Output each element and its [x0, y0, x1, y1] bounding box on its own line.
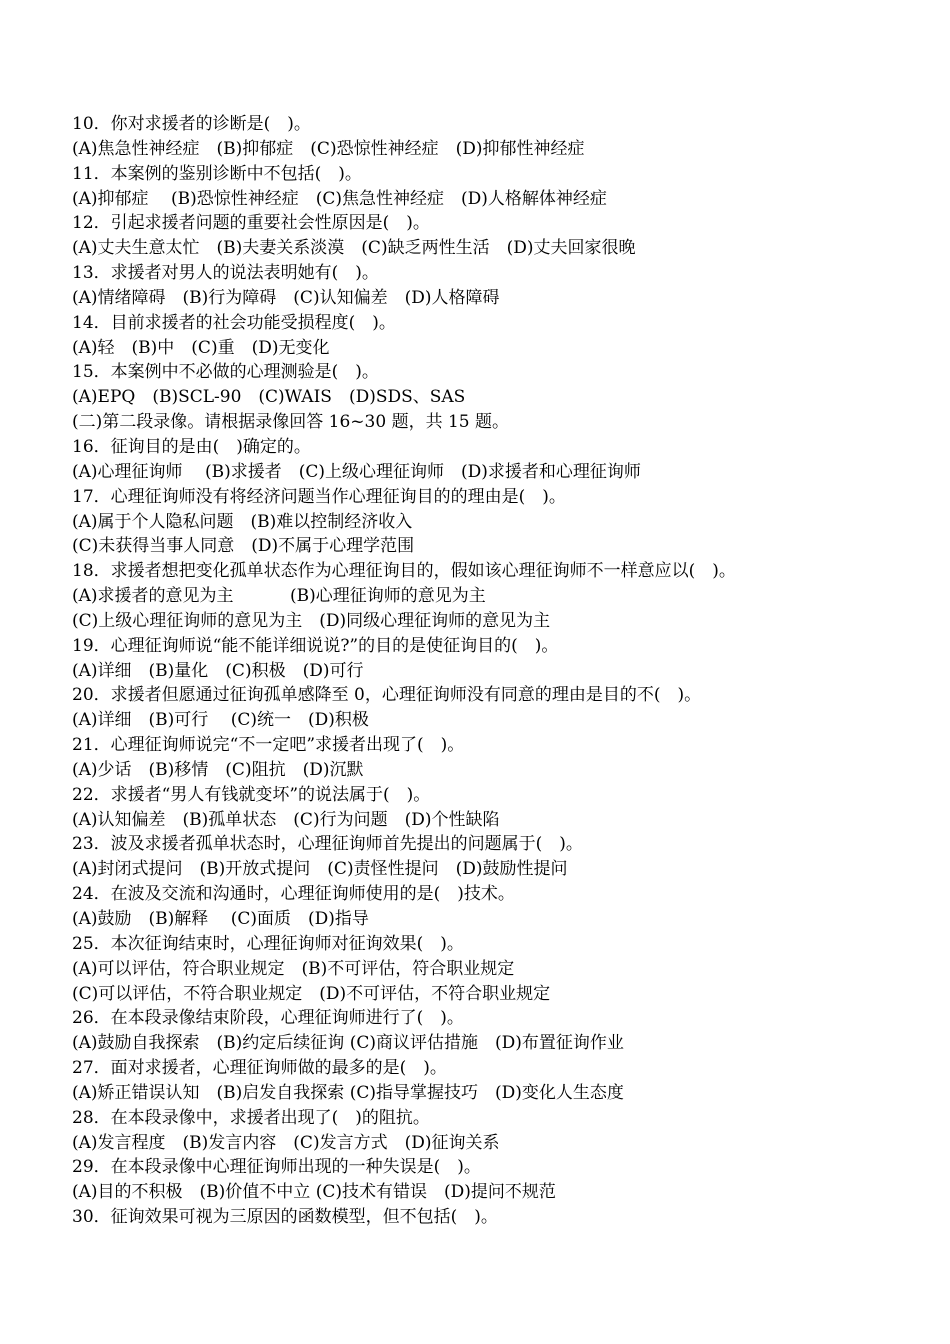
- question-24: 24．在波及交流和沟通时，心理征询师使用的是( )技术。: [72, 884, 515, 905]
- question-17: 17．心理征询师没有将经济问题当作心理征询目的的理由是( )。: [72, 486, 566, 507]
- question-18: 18．求援者想把变化孤单状态作为心理征询目的，假如该心理征询师不一样意应以( )。: [72, 561, 736, 582]
- options-23: (A)封闭式提问 (B)开放式提问 (C)责怪性提问 (D)鼓励性提问: [72, 859, 568, 880]
- options-16: (A)心理征询师 (B)求援者 (C)上级心理征询师 (D)求援者和心理征询师: [72, 461, 641, 482]
- question-25: 25．本次征询结束时，心理征询师对征询效果( )。: [72, 933, 464, 954]
- options-26: (A)鼓励自我探索 (B)约定后续征询 (C)商议评估措施 (D)布置征询作业: [72, 1033, 624, 1054]
- question-10: 10．你对求援者的诊断是( )。: [72, 114, 311, 134]
- question-14: 14．目前求援者的社会功能受损程度( )。: [72, 312, 396, 333]
- options-24: (A)鼓励 (B)解释 (C)面质 (D)指导: [72, 909, 369, 929]
- section-heading: (二)第二段录像。请根据录像回答 16~30 题，共 15 题。: [72, 412, 510, 433]
- question-13: 13．求援者对男人的说法表明她有( )。: [72, 263, 379, 284]
- options-19: (A)详细 (B)量化 (C)积极 (D)可行: [72, 660, 364, 681]
- question-16: 16．征询目的是由( )确定的。: [72, 436, 311, 457]
- options-27: (A)矫正错误认知 (B)启发自我探索 (C)指导掌握技巧 (D)变化人生态度: [72, 1082, 624, 1103]
- question-26: 26．在本段录像结束阶段，心理征询师进行了( )。: [72, 1008, 464, 1029]
- question-29: 29．在本段录像中心理征询师出现的一种失误是( )。: [72, 1157, 481, 1178]
- question-11: 11．本案例的鉴别诊断中不包括( )。: [72, 163, 362, 184]
- options-14: (A)轻 (B)中 (C)重 (D)无变化: [72, 337, 330, 358]
- question-20: 20．求援者但愿通过征询孤单感降至 0，心理征询师没有同意的理由是目的不( )。: [72, 685, 702, 706]
- options-25-b: (C)可以评估，不符合职业规定 (D)不可评估，不符合职业规定: [72, 983, 551, 1004]
- question-19: 19．心理征询师说“能不能详细说说?”的目的是使征询目的( )。: [72, 635, 559, 656]
- options-17-b: (C)未获得当事人同意 (D)不属于心理学范围: [72, 536, 415, 557]
- question-22: 22．求援者“男人有钱就变坏”的说法属于( )。: [72, 784, 431, 805]
- question-27: 27．面对求援者，心理征询师做的最多的是( )。: [72, 1058, 447, 1079]
- question-21: 21．心理征询师说完“不一定吧”求援者出现了( )。: [72, 735, 465, 756]
- question-23: 23．波及求援者孤单状态时，心理征询师首先提出的问题属于( )。: [72, 834, 583, 855]
- question-15: 15．本案例中不必做的心理测验是( )。: [72, 362, 379, 383]
- options-15: (A)EPQ (B)SCL-90 (C)WAIS (D)SDS、SAS: [72, 387, 466, 408]
- question-30: 30．征询效果可视为三原因的函数模型，但不包括( )。: [72, 1207, 498, 1228]
- options-22: (A)认知偏差 (B)孤单状态 (C)行为问题 (D)个性缺陷: [72, 809, 500, 830]
- question-12: 12．引起求援者问题的重要社会性原因是( )。: [72, 213, 430, 234]
- options-18-b: (C)上级心理征询师的意见为主 (D)同级心理征询师的意见为主: [72, 610, 551, 631]
- options-13: (A)情绪障碍 (B)行为障碍 (C)认知偏差 (D)人格障碍: [72, 287, 500, 308]
- options-12: (A)丈夫生意太忙 (B)夫妻关系淡漠 (C)缺乏两性生活 (D)丈夫回家很晚: [72, 238, 636, 259]
- question-list: [72, 112, 892, 1230]
- options-29: (A)目的不积极 (B)价值不中立 (C)技术有错误 (D)提问不规范: [72, 1182, 556, 1203]
- question-28: 28．在本段录像中，求援者出现了( )的阻抗。: [72, 1107, 430, 1128]
- options-25-a: (A)可以评估，符合职业规定 (B)不可评估，符合职业规定: [72, 958, 515, 979]
- options-20: (A)详细 (B)可行 (C)统一 (D)积极: [72, 710, 369, 731]
- options-18-a: (A)求援者的意见为主 (B)心理征询师的意见为主: [72, 586, 486, 607]
- options-11: (A)抑郁症 (B)恐惊性神经症 (C)焦急性神经症 (D)人格解体神经症: [72, 188, 607, 209]
- options-21: (A)少话 (B)移情 (C)阻抗 (D)沉默: [72, 759, 364, 780]
- options-28: (A)发言程度 (B)发言内容 (C)发言方式 (D)征询关系: [72, 1132, 500, 1153]
- options-17-a: (A)属于个人隐私问题 (B)难以控制经济收入: [72, 511, 413, 532]
- options-10: (A)焦急性神经症 (B)抑郁症 (C)恐惊性神经症 (D)抑郁性神经症: [72, 138, 585, 159]
